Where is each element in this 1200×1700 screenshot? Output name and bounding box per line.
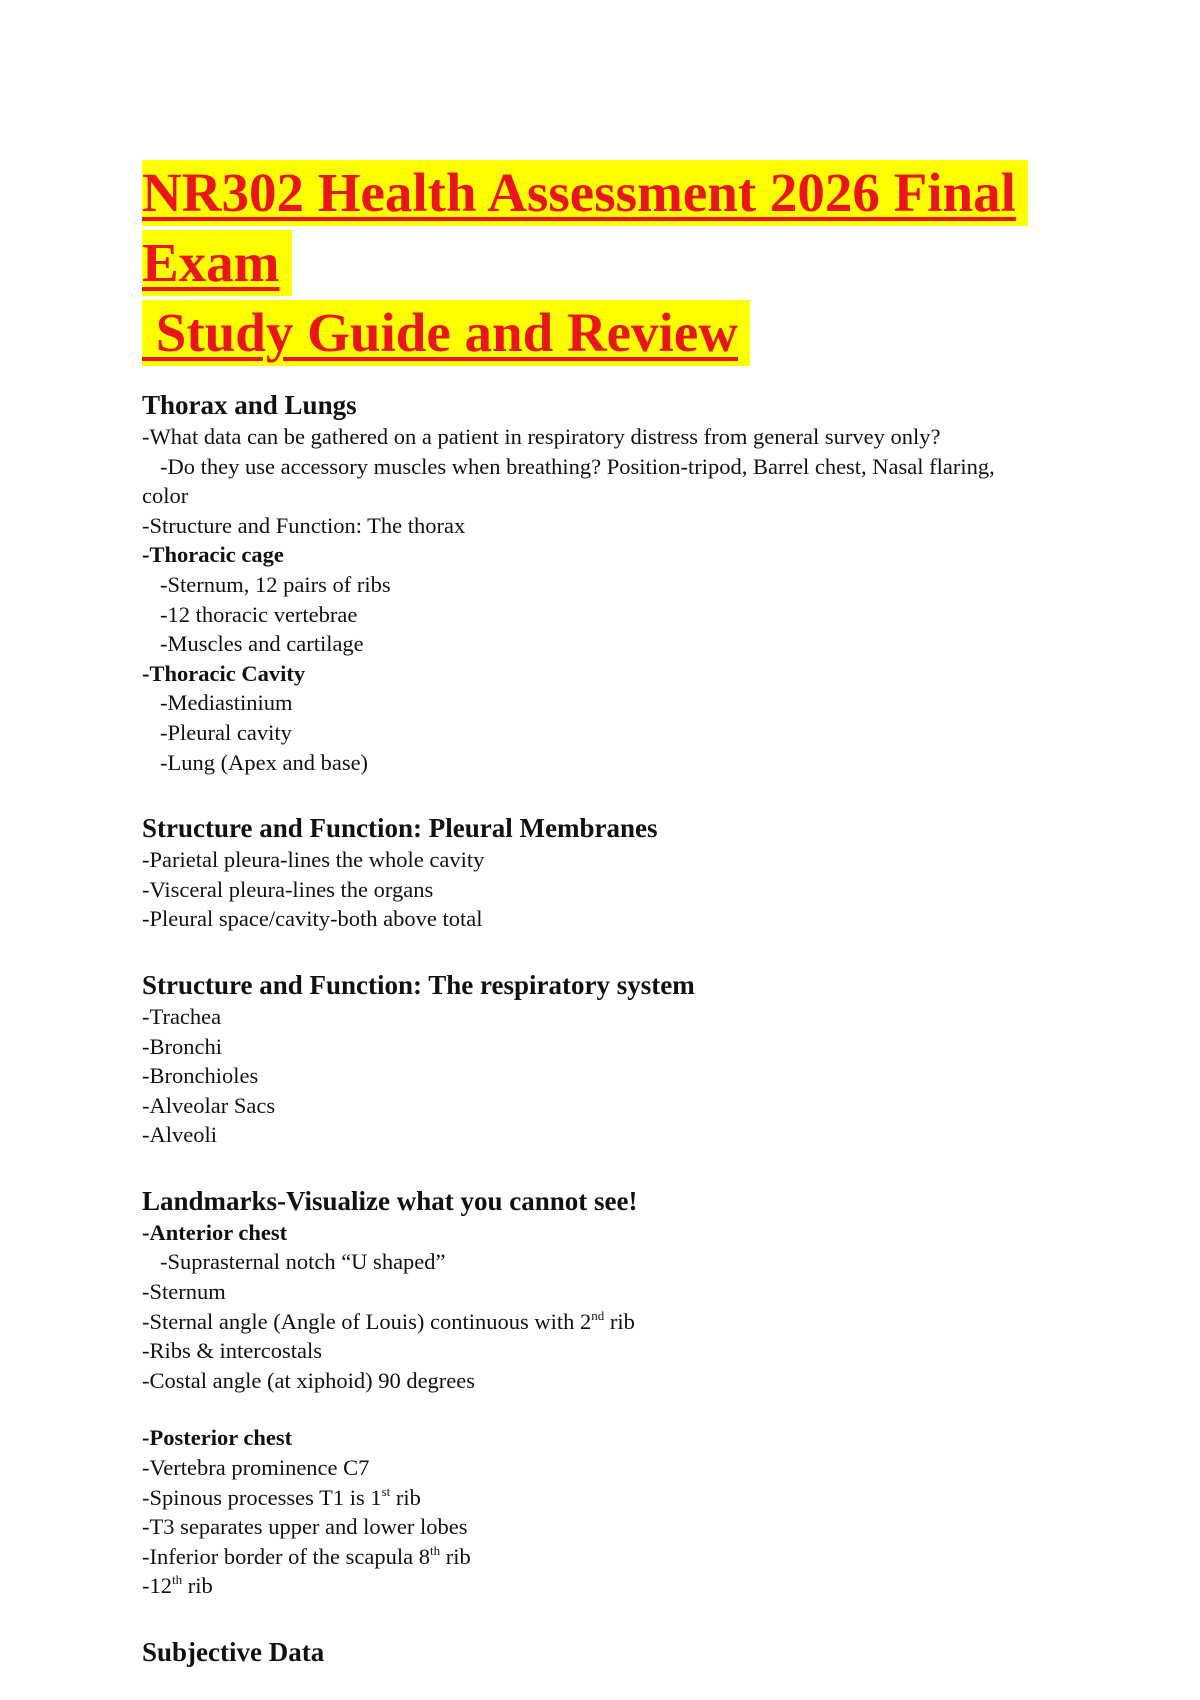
- list-item: [142, 1307, 1062, 1337]
- answer-general-survey-cont: color: [142, 483, 189, 509]
- list-item: -Bronchi: [142, 1033, 222, 1059]
- list-item-text: rib: [440, 1543, 471, 1569]
- section-heading-subjective: Subjective Data: [142, 1637, 325, 1667]
- list-item: -12 thoracic vertebrae: [160, 601, 358, 627]
- list-item: [142, 1571, 1062, 1601]
- list-item: -Parietal pleura-lines the whole cavity: [142, 847, 485, 873]
- subheading-thoracic-cavity: -Thoracic Cavity: [142, 660, 306, 686]
- section-heading-landmarks: Landmarks-Visualize what you cannot see!: [142, 1185, 638, 1216]
- list-item-text: rib: [604, 1308, 635, 1334]
- ordinal-suffix: th: [430, 1542, 441, 1558]
- list-item: -Pleural space/cavity-both above total: [142, 906, 483, 932]
- list-item-text: -12: [142, 1573, 172, 1599]
- section-heading-respiratory: Structure and Function: The respiratory system: [142, 969, 695, 1000]
- list-item: -Bronchioles: [142, 1063, 259, 1089]
- list-item: -Mediastinium: [160, 690, 293, 716]
- section-heading-pleural: Structure and Function: Pleural Membranes: [142, 813, 658, 844]
- ordinal-suffix: th: [172, 1572, 183, 1588]
- list-item: -Suprasternal notch “U shaped”: [160, 1249, 446, 1275]
- list-item-text: -Sternal angle (Angle of Louis) continuous with 2: [142, 1308, 592, 1334]
- list-item: -Muscles and cartilage: [160, 631, 364, 657]
- ordinal-suffix: nd: [591, 1307, 605, 1323]
- list-item-text: -Spinous processes T1 is 1: [142, 1484, 382, 1510]
- list-item: [142, 1483, 1062, 1513]
- document-body: [142, 388, 1062, 1669]
- list-item: -Visceral pleura-lines the organs: [142, 876, 434, 902]
- answer-general-survey: -Do they use accessory muscles when breathing? Position-tripod, Barrel chest, Nasal flaring,: [160, 453, 995, 479]
- list-item: -Sternum: [142, 1279, 226, 1305]
- question-general-survey: -What data can be gathered on a patient in respiratory distress from general survey only?: [142, 424, 941, 449]
- list-item: -Alveoli: [142, 1122, 217, 1148]
- list-item: -T3 separates upper and lower lobes: [142, 1514, 468, 1540]
- structure-thorax-line: -Structure and Function: The thorax: [142, 512, 466, 538]
- ordinal-suffix: st: [381, 1483, 391, 1499]
- list-item: -Pleural cavity: [160, 719, 292, 745]
- list-item-text: rib: [390, 1484, 421, 1510]
- list-item: -Sternum, 12 pairs of ribs: [160, 571, 391, 597]
- section-heading-thorax: Thorax and Lungs: [142, 390, 357, 420]
- title-line-3: Study Guide and Review: [142, 300, 750, 366]
- subheading-posterior-chest: -Posterior chest: [142, 1425, 293, 1451]
- list-item: -Alveolar Sacs: [142, 1092, 276, 1118]
- list-item-text: -Inferior border of the scapula 8: [142, 1543, 430, 1569]
- title-line-2: Exam: [142, 230, 292, 296]
- list-item: [142, 1542, 1062, 1572]
- list-item: -Trachea: [142, 1003, 222, 1029]
- list-item: -Costal angle (at xiphoid) 90 degrees: [142, 1367, 476, 1393]
- list-item: -Vertebra prominence C7: [142, 1455, 370, 1481]
- subheading-thoracic-cage: -Thoracic cage: [142, 542, 284, 568]
- subheading-anterior-chest: -Anterior chest: [142, 1219, 288, 1245]
- list-item: -Ribs & intercostals: [142, 1338, 322, 1364]
- title-line-1: NR302 Health Assessment 2026 Final: [142, 160, 1028, 226]
- list-item-text: rib: [182, 1573, 213, 1599]
- document-title: [142, 160, 1042, 370]
- list-item: -Lung (Apex and base): [160, 749, 369, 775]
